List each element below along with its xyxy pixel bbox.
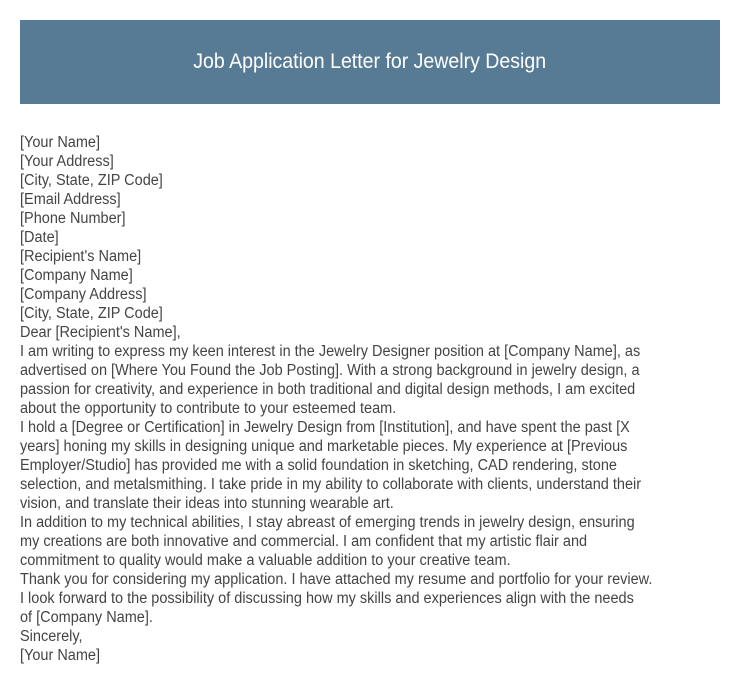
recipient-city-state-zip: [City, State, ZIP Code] <box>20 305 163 322</box>
sender-name: [Your Name] <box>20 134 101 151</box>
paragraph-line: Employer/Studio] has provided me with a solid foundation in sketching, CAD rendering, stone <box>20 457 617 474</box>
paragraph-line: Thank you for considering my application. I have attached my resume and portfolio for your review. <box>20 571 653 588</box>
paragraph-experience <box>20 418 740 513</box>
paragraph-line: of [Company Name]. <box>20 609 153 626</box>
recipient-company-address: [Company Address] <box>20 286 147 303</box>
paragraph-line: selection, and metalsmithing. I take pride in my ability to collaborate with clients, understand their <box>20 476 642 493</box>
recipient-block <box>20 247 740 323</box>
paragraph-line: I look forward to the possibility of discussing how my skills and experiences align with the needs <box>20 590 634 607</box>
paragraph-line: passion for creativity, and experience in both traditional and digital design methods, I am excited <box>20 381 636 398</box>
recipient-name: [Recipient's Name] <box>20 248 142 265</box>
paragraph-line: advertised on [Where You Found the Job Posting]. With a strong background in jewelry design, a <box>20 362 640 379</box>
paragraph-line: I hold a [Degree or Certification] in Jewelry Design from [Institution], and have spent the past [X <box>20 419 630 436</box>
paragraph-line: vision, and translate their ideas into stunning wearable art. <box>20 495 394 512</box>
paragraph-line: my creations are both innovative and commercial. I am confident that my artistic flair and <box>20 533 588 550</box>
salutation: Dear [Recipient's Name], <box>20 324 181 341</box>
sender-email: [Email Address] <box>20 191 121 208</box>
sender-city-state-zip: [City, State, ZIP Code] <box>20 172 163 189</box>
paragraph-intro <box>20 342 740 418</box>
letter-date: [Date] <box>20 229 59 246</box>
closing: Sincerely, <box>20 628 83 645</box>
sender-address: [Your Address] <box>20 153 114 170</box>
signature: [Your Name] <box>20 647 101 664</box>
paragraph-line: In addition to my technical abilities, I stay abreast of emerging trends in jewelry design, ensuring <box>20 514 635 531</box>
header-banner <box>20 20 720 104</box>
paragraph-line: years] honing my skills in designing unique and marketable pieces. My experience at [Previous <box>20 438 628 455</box>
paragraph-line: commitment to quality would make a valuable addition to your creative team. <box>20 552 511 569</box>
page-title: Job Application Letter for Jewelry Design <box>193 50 547 73</box>
sender-phone: [Phone Number] <box>20 210 126 227</box>
paragraph-skills <box>20 513 740 570</box>
sender-block <box>20 133 740 228</box>
letter-body <box>20 133 740 665</box>
paragraph-line: I am writing to express my keen interest in the Jewelry Designer position at [Company Name], as <box>20 343 641 360</box>
paragraph-closing <box>20 570 740 627</box>
paragraph-line: about the opportunity to contribute to your esteemed team. <box>20 400 397 417</box>
recipient-company: [Company Name] <box>20 267 133 284</box>
